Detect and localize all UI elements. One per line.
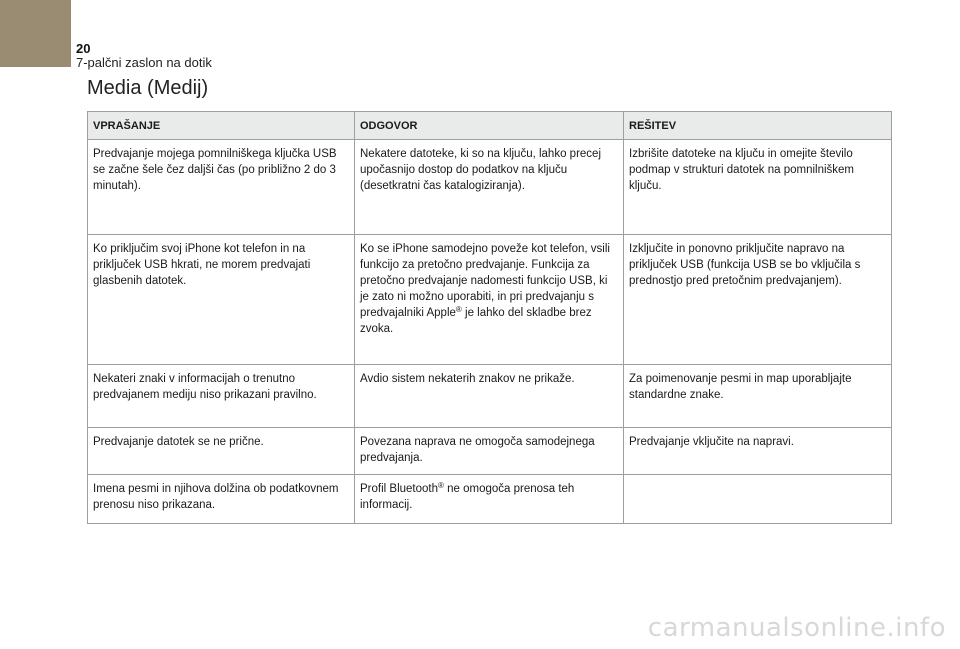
corner-tab (0, 0, 71, 67)
page-number: 20 (76, 41, 91, 56)
solution-cell: Izbrišite datoteke na ključu in omejite število podmap v strukturi datotek na pomnilniškem ključu. (624, 140, 892, 235)
registered-mark: ® (455, 305, 462, 314)
table-row (88, 475, 892, 524)
table-row (88, 428, 892, 475)
table-row (88, 235, 892, 365)
answer-text-end: je lahko del skladbe brez zvoka. (360, 307, 592, 335)
question-cell: Nekateri znaki v informacijah o trenutno predvajanem mediju niso prikazani pravilno. (88, 365, 355, 428)
table-row (88, 140, 892, 235)
registered-mark: ® (438, 481, 444, 490)
answer-cell (355, 475, 624, 524)
solution-cell: Predvajanje vključite na napravi. (624, 428, 892, 475)
page-title: Media (Medij) (87, 77, 209, 99)
question-cell: Ko priključim svoj iPhone kot telefon in na priključek USB hkrati, ne morem predvajati glasbenih datotek. (88, 235, 355, 365)
question-cell: Predvajanje datotek se ne prične. (88, 428, 355, 475)
table-row (88, 365, 892, 428)
answer-cell: Avdio sistem nekaterih znakov ne prikaže. (355, 365, 624, 428)
answer-cell: Povezana naprava ne omogoča samodejnega predvajanja. (355, 428, 624, 475)
answer-text: Ko se iPhone samodejno poveže kot telefon, vsili funkcijo za pretočno predvajanje. Funkcija za pretočno predvajanje nadomesti funkcijo USB, ki je zato ni možno uporabiti, in pri predvajanju s predvajalniki Apple (360, 243, 610, 319)
question-cell: Predvajanje mojega pomnilniškega ključka USB se začne šele čez daljši čas (po približno 2 do 3 minutah). (88, 140, 355, 235)
question-cell: Imena pesmi in njihova dolžina ob podatkovnem prenosu niso prikazana. (88, 475, 355, 524)
watermark: carmanualsonline.info (647, 613, 946, 643)
solution-cell: Izključite in ponovno priključite napravo na priključek USB (funkcija USB se bo vključila s prednostjo pred pretočnim predvajanjem). (624, 235, 892, 365)
solution-cell (624, 475, 892, 524)
table-header-row (88, 112, 892, 140)
answer-cell: Nekatere datoteke, ki so na ključu, lahko precej upočasnijo dostop do podatkov na ključu (desetkratni čas katalogiziranja). (355, 140, 624, 235)
column-header-solution: REŠITEV (624, 112, 892, 140)
section-label: 7-palčni zaslon na dotik (76, 55, 212, 70)
answer-text: Profil Bluetooth (360, 483, 438, 495)
solution-cell: Za poimenovanje pesmi in map uporabljajte standardne znake. (624, 365, 892, 428)
faq-table (87, 111, 892, 524)
column-header-question: VPRAŠANJE (88, 112, 355, 140)
answer-cell (355, 235, 624, 365)
column-header-answer: ODGOVOR (355, 112, 624, 140)
answer-text-end: ne omogoča prenosa teh informacij. (360, 483, 575, 511)
